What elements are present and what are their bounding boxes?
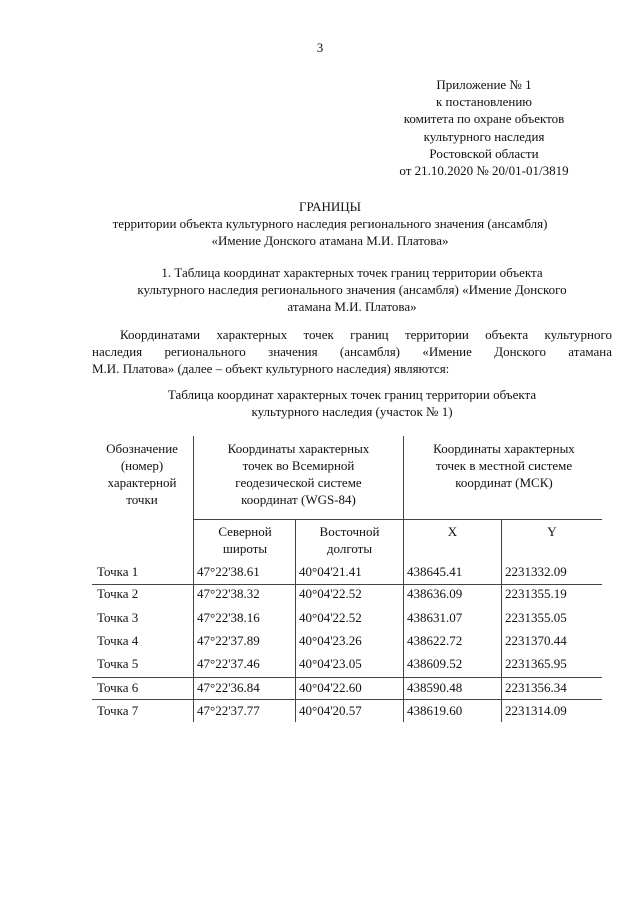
cell-lat: 47°22'38.16	[197, 610, 260, 625]
appendix-line: комитета по охране объектов	[403, 111, 565, 127]
title-heading: ГРАНИЦЫ	[299, 199, 361, 214]
cell-x: 438631.07	[407, 610, 463, 625]
cell-lat: 47°22'36.84	[197, 680, 260, 695]
appendix-line: к постановлению	[435, 94, 533, 110]
cell-lon: 40°04'21.41	[299, 564, 362, 579]
cell-point: Точка 6	[97, 680, 139, 695]
header-longitude	[296, 523, 403, 557]
cell-point: Точка 1	[97, 564, 139, 579]
table-divider	[92, 699, 602, 700]
header-x: X	[447, 524, 458, 539]
header-y: Y	[547, 524, 557, 539]
table-divider	[92, 677, 602, 678]
cell-lat: 47°22'37.89	[197, 633, 260, 648]
page-number: 3	[316, 40, 324, 55]
header-text: точки	[126, 492, 158, 507]
appendix-line: Ростовской области	[429, 145, 539, 161]
cell-y: 2231365.95	[505, 656, 567, 671]
cell-lon: 40°04'22.52	[299, 610, 362, 625]
header-msk	[404, 440, 604, 491]
header-text: Координаты характерных	[227, 441, 370, 456]
cell-point: Точка 4	[97, 633, 139, 648]
cell-lat: 47°22'38.32	[197, 586, 260, 601]
cell-lon: 40°04'20.57	[299, 703, 362, 718]
table-caption-line: Таблица координат характерных точек границ территории объекта	[167, 387, 537, 402]
cell-x: 438622.72	[407, 633, 463, 648]
header-text: координат (МСК)	[455, 475, 553, 490]
header-wgs84	[195, 440, 402, 508]
table-divider	[501, 520, 502, 722]
header-text: координат (WGS-84)	[241, 492, 356, 507]
title-line: территории объекта культурного наследия регионального значения (ансамбля)	[112, 216, 548, 231]
document-title	[80, 198, 580, 249]
header-text: Координаты характерных	[433, 441, 575, 456]
cell-x: 438619.60	[407, 703, 463, 718]
cell-lon: 40°04'23.05	[299, 656, 362, 671]
appendix-line: от 21.10.2020 № 20/01-01/3819	[399, 163, 569, 179]
cell-x: 438590.48	[407, 680, 463, 695]
appendix-line: культурного наследия	[423, 128, 545, 144]
header-text: точек во Всемирной	[242, 458, 355, 473]
paragraph-line: М.И. Платова» (далее – объект культурного наследия) являются:	[92, 361, 450, 376]
cell-lat: 47°22'38.61	[197, 564, 260, 579]
header-point-designation	[92, 440, 192, 508]
section-line: культурного наследия регионального значения (ансамбля) «Имение Донского	[137, 282, 567, 297]
header-text: Северной	[218, 524, 272, 539]
cell-lon: 40°04'22.52	[299, 586, 362, 601]
header-text: точек в местной системе	[435, 458, 573, 473]
table-caption	[92, 386, 612, 420]
cell-lon: 40°04'23.26	[299, 633, 362, 648]
title-line: «Имение Донского атамана М.И. Платова»	[211, 233, 449, 248]
cell-point: Точка 2	[97, 586, 139, 601]
section-heading	[92, 264, 612, 315]
section-line: атамана М.И. Платова»	[287, 299, 417, 314]
header-text: геодезической системе	[235, 475, 362, 490]
table-divider	[193, 519, 602, 520]
table-divider	[193, 436, 194, 722]
header-text: долготы	[326, 541, 373, 556]
appendix-block	[370, 76, 598, 179]
cell-y: 2231314.09	[505, 703, 567, 718]
section-line: 1. Таблица координат характерных точек границ территории объекта	[161, 265, 543, 280]
cell-y: 2231356.34	[505, 680, 567, 695]
cell-y: 2231355.05	[505, 610, 567, 625]
cell-point: Точка 5	[97, 656, 139, 671]
cell-x: 438645.41	[407, 564, 463, 579]
cell-lat: 47°22'37.46	[197, 656, 260, 671]
header-latitude	[195, 523, 295, 557]
cell-y: 2231355.19	[505, 586, 567, 601]
cell-lon: 40°04'22.60	[299, 680, 362, 695]
cell-y: 2231370.44	[505, 633, 567, 648]
cell-x: 438609.52	[407, 656, 463, 671]
header-text: характерной	[107, 475, 177, 490]
header-text: широты	[222, 541, 268, 556]
appendix-line: Приложение № 1	[436, 77, 532, 92]
table-caption-line: культурного наследия (участок № 1)	[251, 404, 453, 419]
header-text: Обозначение	[106, 441, 178, 456]
cell-lat: 47°22'37.77	[197, 703, 260, 718]
cell-y: 2231332.09	[505, 564, 567, 579]
cell-point: Точка 3	[97, 610, 139, 625]
paragraph-line: наследия регионального значения (ансамбля) «Имение Донского атамана	[92, 344, 612, 359]
cell-point: Точка 7	[97, 703, 139, 718]
header-text: Восточной	[319, 524, 380, 539]
paragraph-line: Координатами характерных точек границ территории объекта культурного	[120, 327, 612, 342]
cell-x: 438636.09	[407, 586, 463, 601]
header-text: (номер)	[120, 458, 164, 473]
body-paragraph	[92, 326, 612, 377]
